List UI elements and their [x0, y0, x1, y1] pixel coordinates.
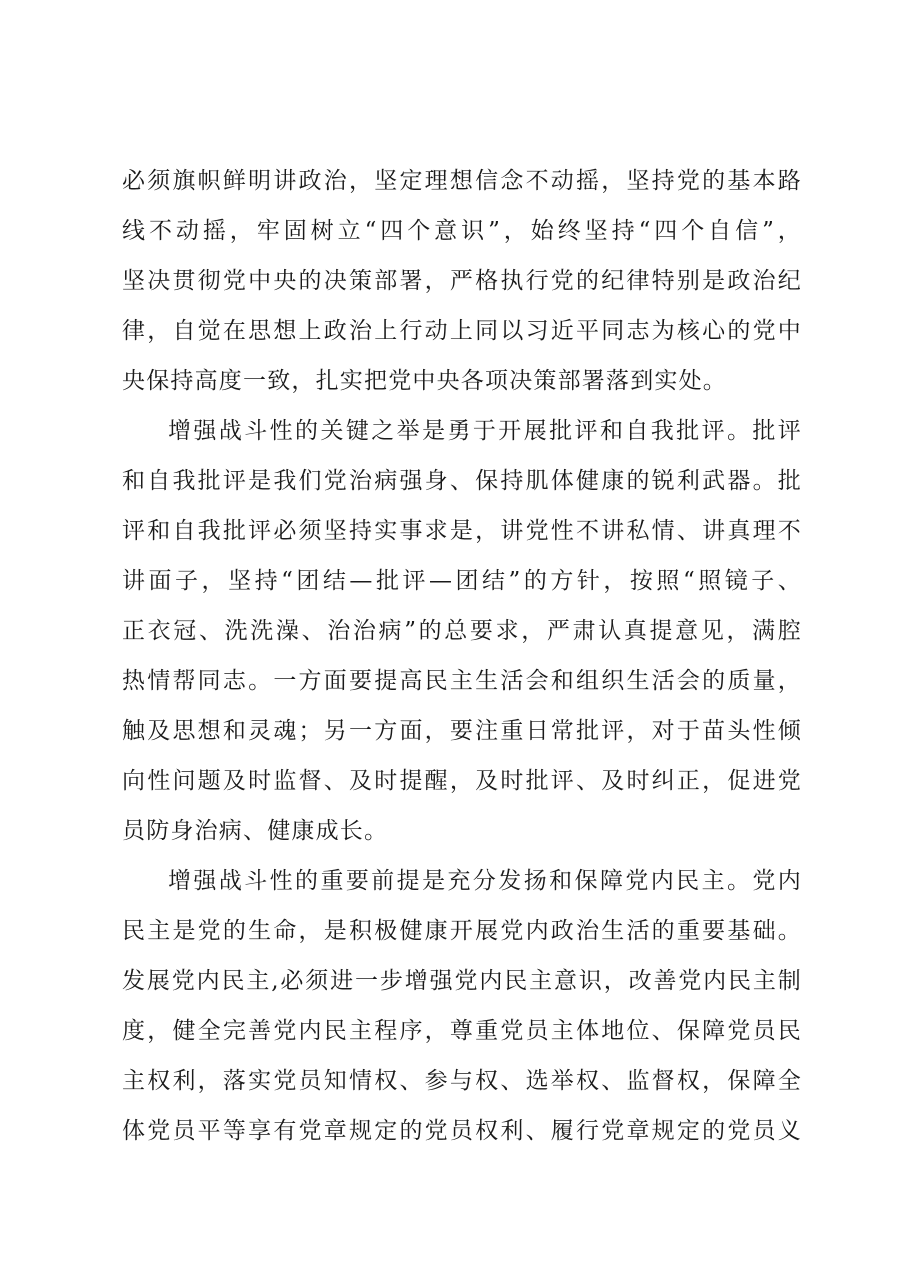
body-text [122, 156, 802, 1156]
paragraph-line: 增强战斗性的重要前提是充分发扬和保障党内民主。党内 [168, 868, 802, 894]
paragraph-line: 线不动摇，牢固树立“四个意识”，始终坚持“四个自信”， [122, 218, 802, 244]
paragraph-line: 向性问题及时监督、及时提醒，及时批评、及时纠正，促进党 [122, 768, 802, 794]
paragraph-line: 发展党内民主,必须进一步增强党内民主意识，改善党内民主制 [122, 968, 802, 994]
paragraph-line: 增强战斗性的关键之举是勇于开展批评和自我批评。批评 [168, 418, 802, 444]
paragraph-line: 评和自我批评必须坚持实事求是，讲党性不讲私情、讲真理不 [122, 518, 802, 544]
paragraph-line: 员防身治病、健康成长。 [122, 818, 389, 844]
paragraph-line: 触及思想和灵魂；另一方面，要注重日常批评，对于苗头性倾 [122, 718, 802, 744]
paragraph-line: 律，自觉在思想上政治上行动上同以习近平同志为核心的党中 [122, 318, 802, 344]
paragraph-line: 坚决贯彻党中央的决策部署，严格执行党的纪律特别是政治纪 [122, 268, 802, 294]
paragraph-line: 主权利，落实党员知情权、参与权、选举权、监督权，保障全 [122, 1068, 802, 1094]
paragraph-line: 央保持高度一致，扎实把党中央各项决策部署落到实处。 [122, 368, 727, 394]
paragraph-3 [122, 856, 802, 1156]
paragraph-line: 必须旗帜鲜明讲政治，坚定理想信念不动摇，坚持党的基本路 [122, 168, 802, 194]
paragraph-line: 体党员平等享有党章规定的党员权利、履行党章规定的党员义 [122, 1118, 802, 1144]
paragraph-line: 度，健全完善党内民主程序，尊重党员主体地位、保障党员民 [122, 1018, 802, 1044]
paragraph-2 [122, 406, 802, 856]
paragraph-line: 讲面子，坚持“团结—批评—团结”的方针，按照“照镜子、 [122, 568, 802, 594]
paragraph-line: 民主是党的生命，是积极健康开展党内政治生活的重要基础。 [122, 918, 802, 944]
paragraph-line: 和自我批评是我们党治病强身、保持肌体健康的锐利武器。批 [122, 468, 802, 494]
paragraph-line: 热情帮同志。一方面要提高民主生活会和组织生活会的质量， [122, 668, 802, 694]
paragraph-1 [122, 156, 802, 406]
paragraph-line: 正衣冠、洗洗澡、治治病”的总要求，严肃认真提意见，满腔 [122, 618, 802, 644]
